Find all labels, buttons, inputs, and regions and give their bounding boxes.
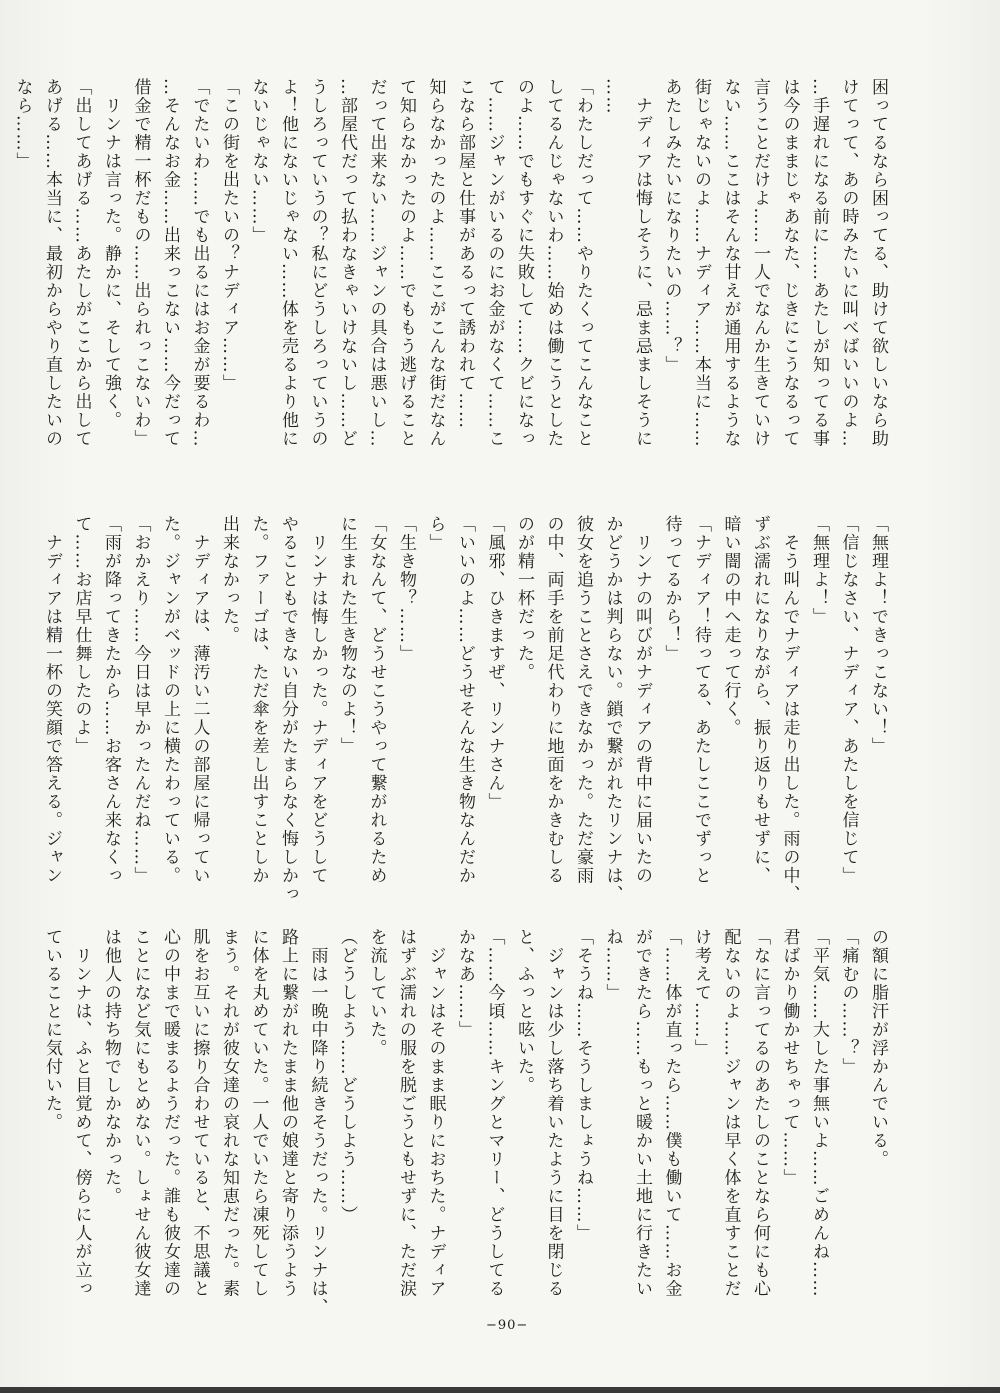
text-block-middle-center [390, 515, 490, 910]
page-number: −90− [486, 1318, 529, 1333]
text-column-4: 「無理よ！できっこない！」 「信じなさい、ナディア、あたしを信じて」 「無理よ！」 そう叫んでナディアは走り出した。雨の中、 ずぶ濡れになりながら、振り返りもせずに、 暗い闇の中へ走って行く。 「ナディア！待ってる、あたしここでずっと 待ってるから！」 リンナの叫びがナディアの背中に届いたの かどうかは判らない。鎖で繋がれたリンナは、 彼女を追うことさえできなかった。ただ豪雨 の中、両手を前足代わりに地面をかきむしる のが精一杯だった。 「風邪、ひきますぜ、リンナさん」 「いいのよ……どうせそんな生き物なんだか ら」 「生き物？……」 「女なんて、どうせこうやって繋がれるため に生まれた生き物なのよ！」 リンナは悔しかった。ナディアをどうして やることもできない自分がたまらなく悔しかっ た。ファーゴは、ただ傘を差し出すことしか 出来なかった。 ナディアは、薄汚い二人の部屋に帰ってい た。ジャンがベッドの上に横たわっている。 「おかえり……今日は早かったんだね……」 「雨が降ってきたから……お客さん来なくっ て……お店早仕舞したのよ」 ナディアは精一杯の笑顔で答える。ジャン [42, 515, 888, 904]
text-block-bottom-right [42, 928, 892, 1338]
scan-edge [0, 1387, 1000, 1393]
text-block-top-center [390, 78, 490, 488]
text-column-1: 困ってるなら困ってる、助けて欲しいなら助 けてって、あの時みたいに叫べばいいのよ… …手遅れになる前に……あたしが知ってる事 は今のままじゃあなた、じきにこうなるって 言うことだけよ……一人でなんか生きていけ ない……ここはそんな甘えが通用するような 街じゃないのよ……ナディア……本当に…… あたしみたいになりたいの……？」 ナディアは悔しそうに、忌ま忌ましそうに …… 「わたしだって……やりたくってこんなこと してるんじゃないわ……始めは働こうとした のよ……でもすぐに失敗して……クビになっ て……ジャンがいるのにお金がなくて……こ こなら部屋と仕事があるって誘われて…… 知らなかったのよ……ここがこんな街だなん て知らなかったのよ……でももう逃げること だって出来ない……ジャンの具合は悪いし… …部屋代だって払わなきゃいけないし……ど うしろっていうの？私にどうしろっていうの よ！他にないじゃない……体を売るより他に ないじゃない……」 「この街を出たいの？ナディア……」 「でたいわ……でも出るにはお金が要るわ… …そんなお金……出来っこない……今だって 借金で精一杯だもの……出られっこないわ」 リンナは言った。静かに、そして強く。 「出してあげる……あたしがここから出して あげる……本当に、最初からやり直したいの なら……」 [12, 78, 888, 448]
text-column-7: の額に脂汗が浮かんでいる。 「痛むの……？」 「平気……大した事無いよ……ごめんね…… 君ばかり働かせちゃって……」 「なに言ってるのあたしのことなら何にも心 配ないのよ……ジャンは早く体を直すことだ け考えて……」 「……体が直ったら……僕も働いて……お金 ができたら……もっと暖かい土地に行きたい ね……」 「そうね……そうしましょうね……」 ジャンは少し落ち着いたように目を閉じる と、ふっと呟いた。 「……今頃……キングとマリー、どうしてる かなあ……」 ジャンはそのまま眠りにおちた。ナディア はずぶ濡れの服を脱ごうともせずに、ただ涙 を流していた。 （どうしよう……どうしよう……） 雨は一晩中降り続きそうだった。リンナは、 路上に繋がれたまま他の娘達と寄り添うよう に体を丸めていた。一人でいたら凍死してし まう。それが彼女達の哀れな知恵だった。素 肌をお互いに擦り合わせていると、不思議と 心の中まで暖まるようだった。誰も彼女達の ことになど気にもとめない。しょせん彼女達 は他人の持ち物でしかなかった。 リンナは、ふと目覚めて、傍らに人が立っ ていることに気付いた。 [42, 928, 888, 1317]
